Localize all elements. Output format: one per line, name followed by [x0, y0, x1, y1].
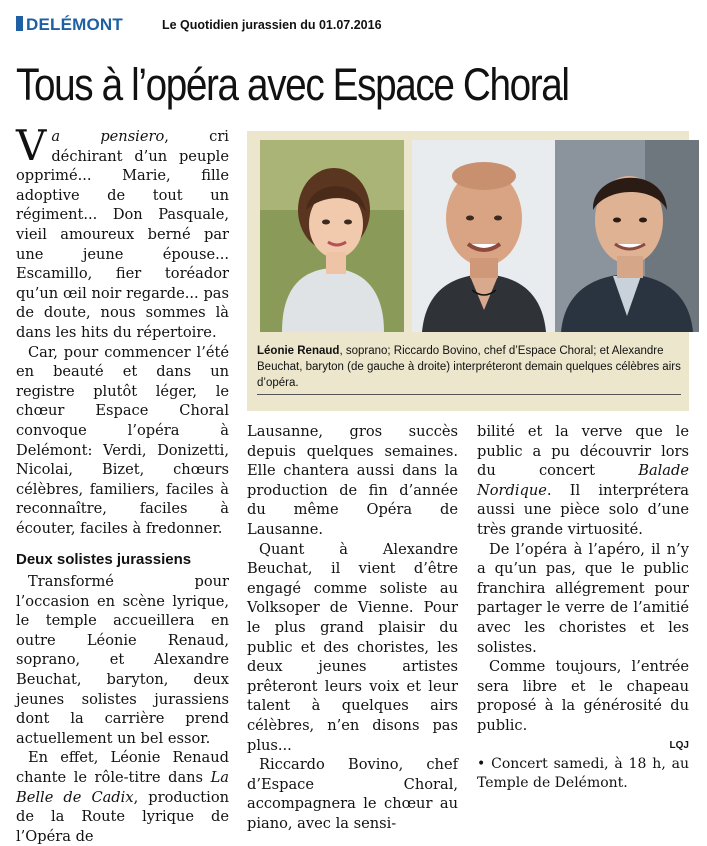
paragraph: Quant à Alexandre Beuchat, il vient d’être engagé comme soliste au Volksoper de Vienne. Pour le plus grand plaisir du public et des choristes, les deux jeunes artistes prêteront leurs voix et leur talent à quelques airs célèbres, n’en disons pas plus... — [247, 540, 458, 754]
source-line: Le Quotidien jurassien du 01.07.2016 — [162, 18, 382, 32]
paragraph-intro: Va pensiero, cri déchirant d’un peuple opprimé... Marie, fille adoptive de tout un régiment... Don Pasquale, vieil amoureux berné par une jeune épouse... Escamillo, fier toréador qu’un œil noir regarde... pas de doute, nous sommes là dans les hits du répertoire. — [16, 121, 229, 341]
article-column-1 — [16, 121, 230, 846]
paragraph: De l’opéra à l’apéro, il n’y a qu’un pas, que le public franchira allégrement pour partager le verre de l’amitié avec les choristes et les solistes. — [477, 540, 689, 656]
page-header — [16, 15, 696, 37]
paragraph: En effet, Léonie Renaud chante le rôle-titre dans La Belle de Cadix, production de la Route lyrique de l’Opéra de — [16, 749, 230, 845]
article-column-2 — [247, 422, 458, 833]
photo-riccardo-bovino — [412, 140, 556, 332]
article-column-3 — [477, 422, 689, 793]
event-info: • Concert samedi, à 18 h, au Temple de Delémont. — [477, 756, 689, 792]
paragraph: bilité et la verve que le public a pu découvrir lors du concert Balade Nordique. Il interprétera aussi une pièce solo d’une très grande virtuosité. — [477, 423, 689, 538]
paragraph: Comme toujours, l’entrée sera libre et le chapeau proposé à la générosité du public. — [477, 658, 689, 734]
paragraph: Riccardo Bovino, chef d’Espace Choral, accompagnera le chœur au piano, avec la sensi- — [247, 756, 458, 832]
paragraph: Car, pour commencer l’été en beauté et dans un registre plutôt léger, le chœur Espace Choral convoque l’opéra à Delémont: Verdi, Donizetti, Nicolai, Bizet, chœurs célèbres, familiers, faciles à reconnaître, faciles à écouter, faciles à fredonner. — [16, 343, 229, 537]
photo-box — [247, 131, 689, 411]
section-label: DELÉMONT — [16, 15, 123, 35]
section-bar — [16, 16, 23, 31]
author-signature: LQJ — [669, 739, 689, 751]
subheading: Deux solistes jurassiens — [16, 551, 192, 569]
paragraph: Lausanne, gros succès depuis quelques semaines. Elle chantera aussi dans la production de fin d’année du même Opéra de Lausanne. — [247, 423, 458, 538]
drop-cap: V — [16, 121, 47, 170]
photo-alexandre-beuchat — [555, 140, 699, 332]
headline: Tous à l’opéra avec Espace Choral — [16, 59, 569, 110]
photo-leonie-renaud — [260, 140, 404, 332]
photo-caption: Léonie Renaud, soprano; Riccardo Bovino, chef d’Espace Choral; et Alexandre Beuchat, baryton (de gauche à droite) interpréteront demain quelques célèbres airs d’opéra. — [257, 345, 681, 389]
caption-rule — [257, 394, 681, 395]
paragraph: Transformé pour l’occasion en scène lyrique, le temple accueillera en outre Léonie Renaud, soprano, et Alexandre Beuchat, baryton, deux jeunes solistes jurassiens dont la carrière prend actuellement un bel essor. — [16, 573, 229, 747]
